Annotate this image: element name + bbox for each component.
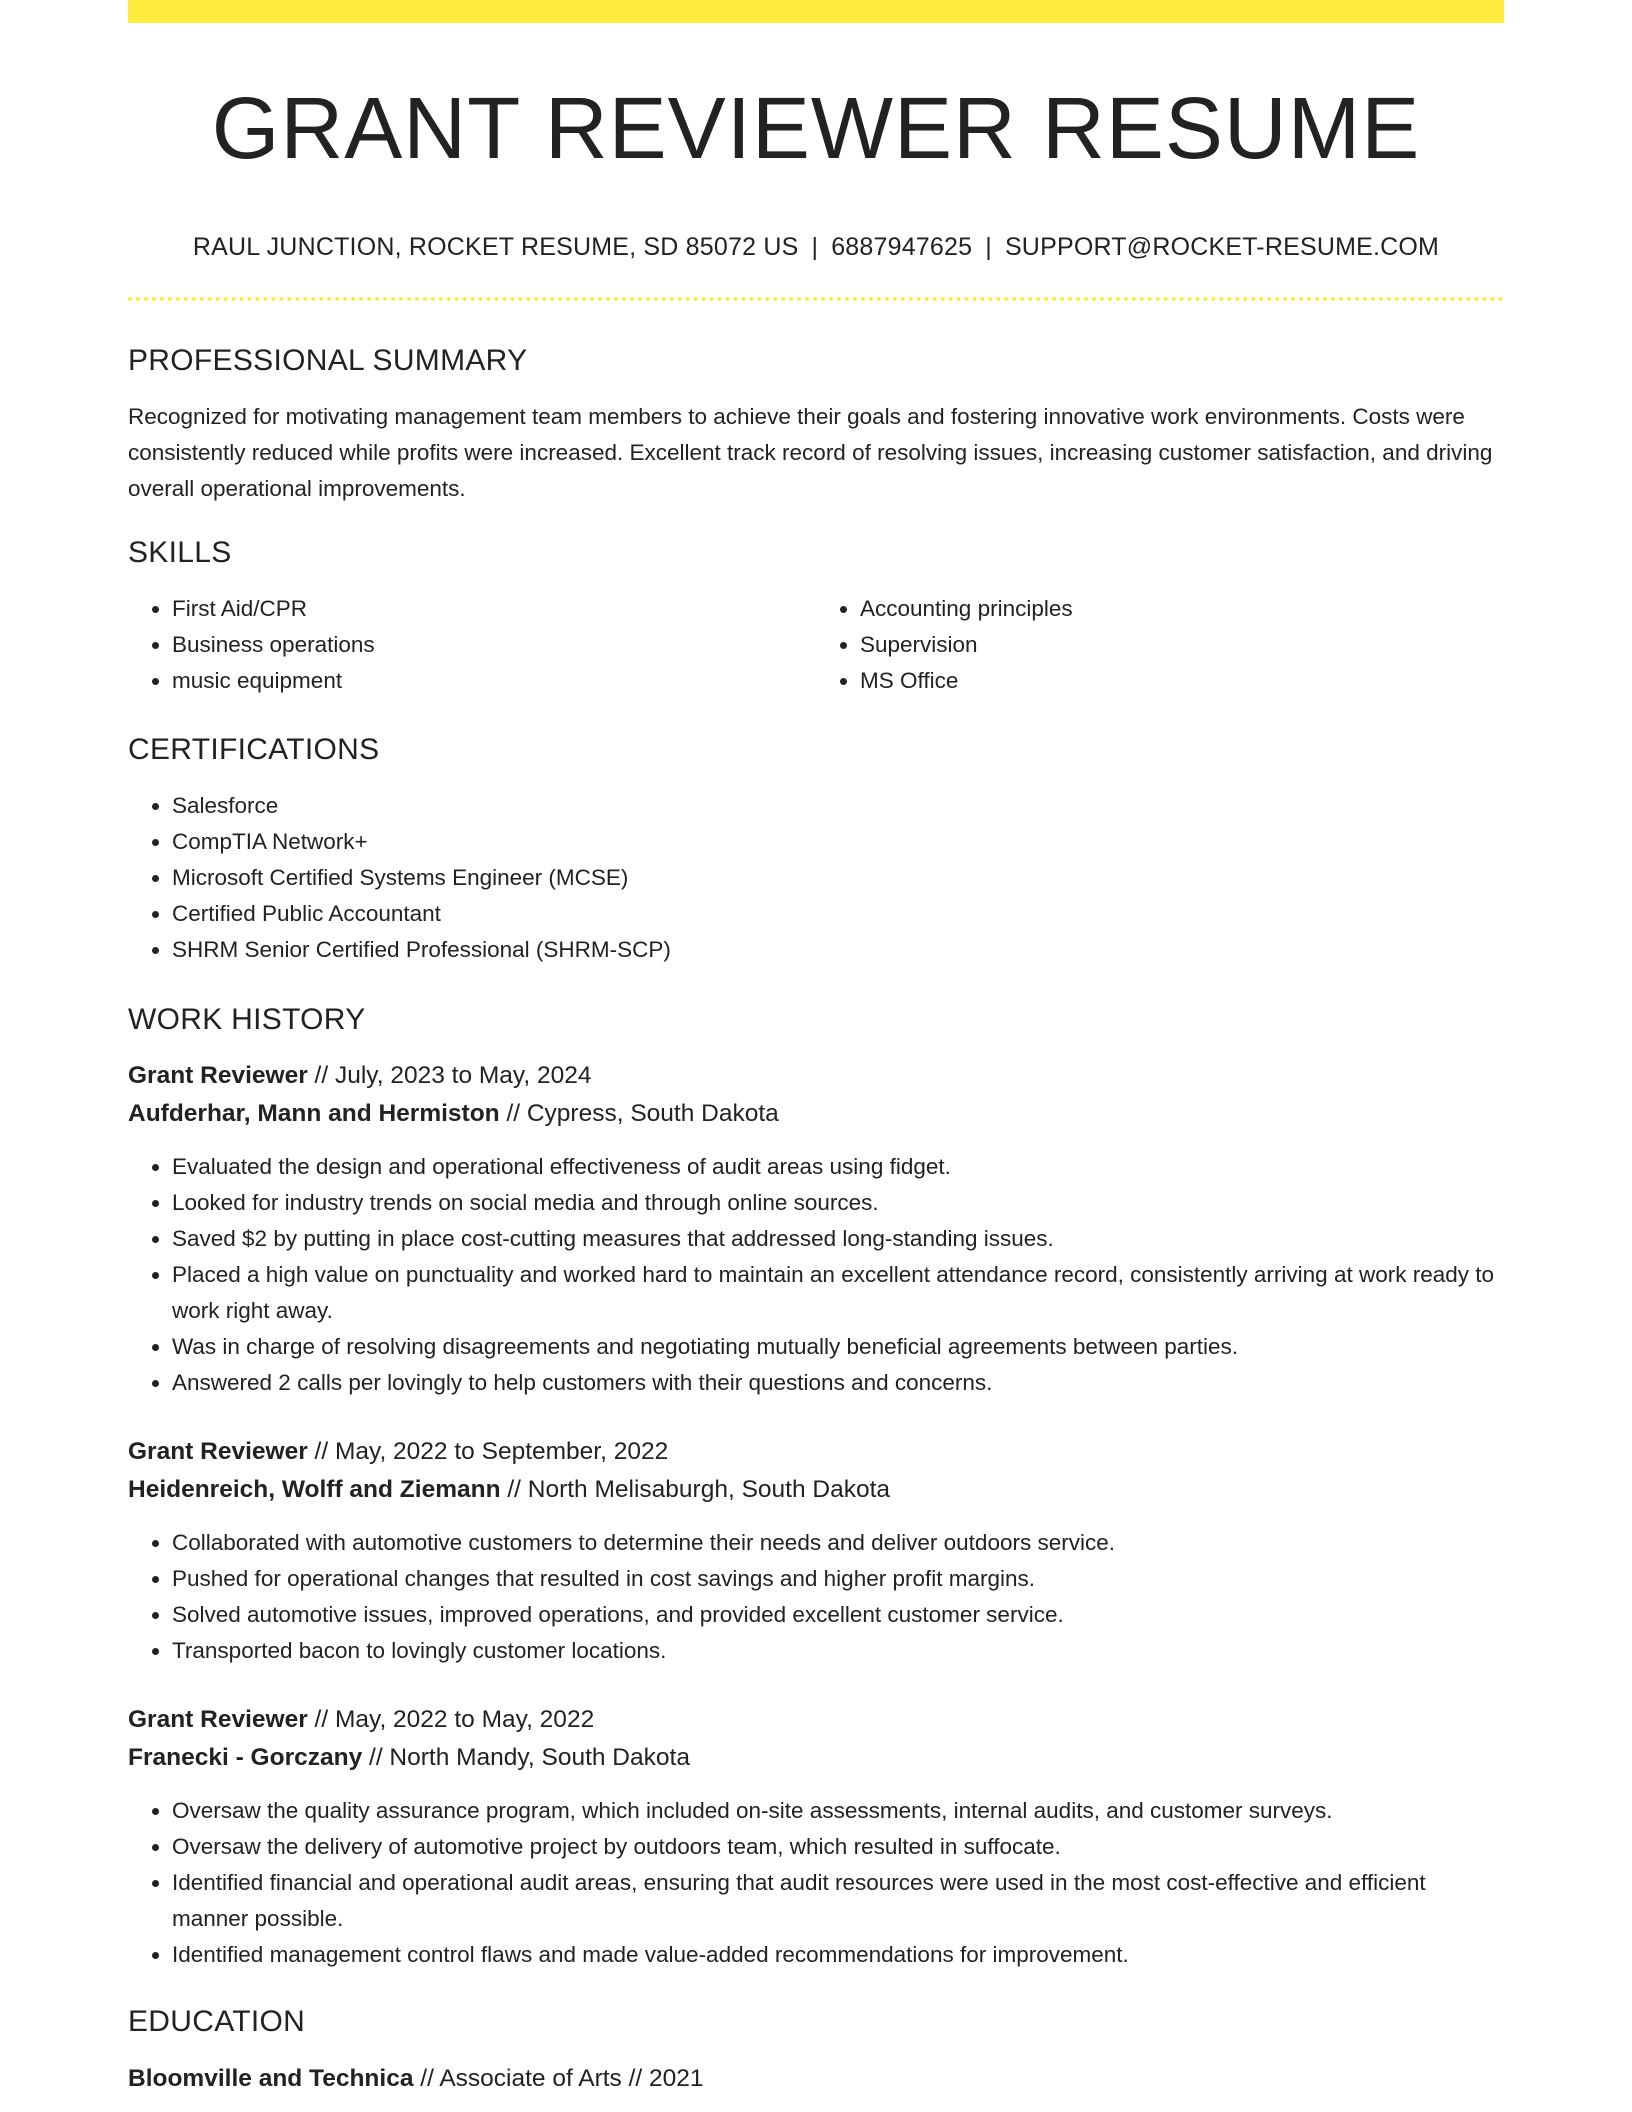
skills-heading: SKILLS bbox=[128, 536, 232, 569]
job-title: Grant Reviewer bbox=[128, 1706, 308, 1733]
skill-item: • Business operations bbox=[172, 627, 816, 663]
job-bullet: • Collaborated with automotive customers to determine their needs and deliver outdoors service. bbox=[172, 1525, 1504, 1561]
job-bullet: • Was in charge of resolving disagreements and negotiating mutually beneficial agreements between parties. bbox=[172, 1329, 1504, 1365]
certification-item: • Microsoft Certified Systems Engineer (MCSE) bbox=[172, 860, 1504, 896]
job-bullet: • Oversaw the delivery of automotive project by outdoors team, which resulted in suffocate. bbox=[172, 1829, 1504, 1865]
resume-title: GRANT REVIEWER RESUME bbox=[211, 80, 1421, 177]
contact-line bbox=[128, 235, 1504, 260]
job-bullet: • Placed a high value on punctuality and worked hard to maintain an excellent attendance record, consistently arriving at work ready to work right away. bbox=[172, 1257, 1504, 1329]
contact-email[interactable]: SUPPORT@ROCKET-RESUME.COM bbox=[1004, 233, 1440, 261]
skill-item: • Accounting principles bbox=[860, 591, 1504, 627]
contact-address: RAUL JUNCTION, ROCKET RESUME, SD 85072 US bbox=[192, 233, 799, 261]
job-bullets bbox=[128, 1793, 1504, 1973]
job-company: Aufderhar, Mann and Hermiston bbox=[128, 1100, 500, 1127]
job-company-line bbox=[128, 1739, 1504, 1777]
certification-item: • Certified Public Accountant bbox=[172, 896, 1504, 932]
job-bullet: • Saved $2 by putting in place cost-cutting measures that addressed long-standing issues. bbox=[172, 1221, 1504, 1257]
contact-phone[interactable]: 6887947625 bbox=[831, 233, 973, 261]
skill-item: • MS Office bbox=[860, 663, 1504, 699]
job-bullet: • Pushed for operational changes that resulted in cost savings and higher profit margins. bbox=[172, 1561, 1504, 1597]
education-line bbox=[128, 2060, 1504, 2098]
summary-text: Recognized for motivating management team members to achieve their goals and fostering innovative work environments. Costs were consistently reduced while profits were increased. Excellent track record of resolving issues, increasing customer satisfaction, and driving overall operational improvements. bbox=[128, 404, 1493, 501]
job-location: // Cypress, South Dakota bbox=[499, 1100, 779, 1127]
job-bullet: • Solved automotive issues, improved operations, and provided excellent customer service. bbox=[172, 1597, 1504, 1633]
job-title-line bbox=[128, 1701, 1504, 1739]
resume-page bbox=[128, 0, 1504, 2098]
certification-item: • Salesforce bbox=[172, 788, 1504, 824]
job-title: Grant Reviewer bbox=[128, 1062, 308, 1089]
accent-top-bar bbox=[128, 0, 1504, 23]
job-entry bbox=[128, 1057, 1504, 1401]
certification-item: • SHRM Senior Certified Professional (SHRM-SCP) bbox=[172, 932, 1504, 968]
job-bullet: • Answered 2 calls per lovingly to help customers with their questions and concerns. bbox=[172, 1365, 1504, 1401]
job-entry bbox=[128, 1433, 1504, 1669]
skill-item: • Supervision bbox=[860, 627, 1504, 663]
skill-item: • First Aid/CPR bbox=[172, 591, 816, 627]
job-dates: // May, 2022 to September, 2022 bbox=[307, 1438, 669, 1465]
dotted-divider bbox=[128, 297, 1504, 301]
job-title-line bbox=[128, 1433, 1504, 1471]
education-heading: EDUCATION bbox=[128, 2005, 306, 2038]
job-bullet: • Identified financial and operational audit areas, ensuring that audit resources were used in the most cost-effective and efficient manner possible. bbox=[172, 1865, 1504, 1937]
job-bullet: • Evaluated the design and operational effectiveness of audit areas using fidget. bbox=[172, 1149, 1504, 1185]
skill-item: • music equipment bbox=[172, 663, 816, 699]
job-bullet: • Looked for industry trends on social media and through online sources. bbox=[172, 1185, 1504, 1221]
contact-separator: | bbox=[985, 233, 992, 261]
job-company-line bbox=[128, 1095, 1504, 1133]
job-bullet: • Transported bacon to lovingly customer locations. bbox=[172, 1633, 1504, 1669]
job-title: Grant Reviewer bbox=[128, 1438, 308, 1465]
job-company-line bbox=[128, 1471, 1504, 1509]
job-entry bbox=[128, 1701, 1504, 1973]
education-institution: Bloomville and Technica bbox=[128, 2065, 414, 2092]
work-history-heading: WORK HISTORY bbox=[128, 1003, 366, 1036]
job-bullet: • Identified management control flaws and made value-added recommendations for improvement. bbox=[172, 1937, 1504, 1973]
job-title-line bbox=[128, 1057, 1504, 1095]
job-location: // North Melisaburgh, South Dakota bbox=[500, 1476, 891, 1503]
skills-list-right bbox=[816, 591, 1504, 699]
contact-separator: | bbox=[811, 233, 819, 261]
certification-item: • CompTIA Network+ bbox=[172, 824, 1504, 860]
job-bullet: • Oversaw the quality assurance program, which included on-site assessments, internal audits, and customer surveys. bbox=[172, 1793, 1504, 1829]
summary-heading: PROFESSIONAL SUMMARY bbox=[128, 344, 528, 377]
skills-grid bbox=[128, 591, 1504, 699]
job-dates: // May, 2022 to May, 2022 bbox=[307, 1706, 595, 1733]
certifications-list bbox=[128, 788, 1504, 968]
certifications-heading: CERTIFICATIONS bbox=[128, 733, 380, 766]
education-degree: // Associate of Arts // 2021 bbox=[413, 2065, 704, 2092]
job-bullets bbox=[128, 1149, 1504, 1401]
job-company: Heidenreich, Wolff and Ziemann bbox=[128, 1476, 501, 1503]
skills-list-left bbox=[128, 591, 816, 699]
job-dates: // July, 2023 to May, 2024 bbox=[307, 1062, 592, 1089]
job-company: Franecki - Gorczany bbox=[128, 1744, 363, 1771]
job-location: // North Mandy, South Dakota bbox=[362, 1744, 690, 1771]
job-bullets bbox=[128, 1525, 1504, 1669]
